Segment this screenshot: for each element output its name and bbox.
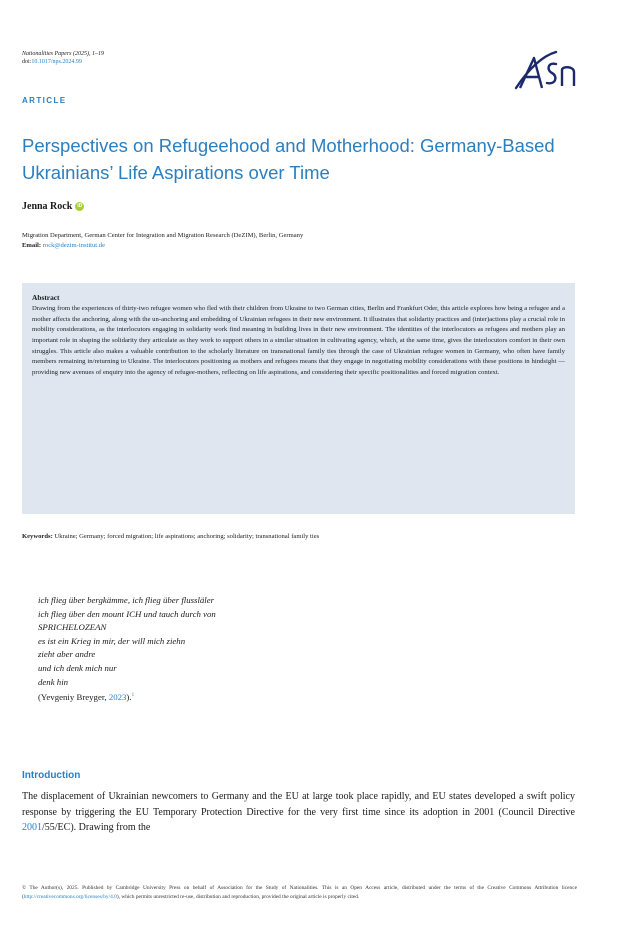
intro-citation-link[interactable]: 2001 (22, 822, 42, 834)
keywords-line (22, 532, 582, 541)
logo-letter-n (562, 67, 574, 86)
keywords-list: Ukraine; Germany; forced migration; life aspirations; anchoring; solidarity; transnational family ties (54, 533, 320, 540)
doi-line (22, 58, 104, 66)
email-line (22, 241, 303, 251)
poem-line: ich flieg über bergkämme, ich flieg über flussläler (38, 595, 215, 605)
poem-line: denk hin (38, 676, 69, 687)
keywords-label: Keywords: (22, 533, 53, 540)
abstract-text: Drawing from the experiences of thirty-two refugee women who fled with their children from Ukraine to two German cities, Berlin and Frankfurt Oder, this article explores how being a refugee and a mother affects the anchoring, along with the un-anchoring and embedding of Ukrainian refugees in their new environment. It illustrates that solidarity practices and (inter)actions play a crucial role in mobility considerations, as the interlocutors engaging in solidarity work find meaning in building lives in their new environment. The identities of the interlocutors as refugees and mothers play an important role in shaping the solidarity they articulate as they work to support others in a similar situation in cultivating agency, which, at the same time, gives the interlocutors comfort in their own struggles. This article also makes a valuable contribution to the scholarly literature on transnational family ties through the case of Ukrainian refugee women in Germany, who often have family members remaining in/returning to Ukraine. The interlocutors positioning as mothers and refugees means that they engage in negotiating mobility considerations with these positions in hindsight — providing new avenues of enquiry into the agency of refugee-mothers, reflecting on life aspirations, and considering their specific positionalities and forced migration context. (32, 305, 565, 376)
poem-line: ich flieg über den mount ICH und tauch durch von (38, 608, 216, 619)
introduction-heading: Introduction (22, 770, 81, 781)
author-line (22, 201, 84, 212)
email-label: Email: (22, 242, 42, 249)
citation-year-link[interactable]: 2023 (108, 692, 127, 703)
footnote-marker[interactable]: 1 (131, 693, 135, 699)
citation-close: ). (126, 692, 132, 703)
intro-text-part2: /55/EC). Drawing from the (42, 822, 151, 834)
doi-link[interactable]: 10.1017/nps.2024.99 (31, 59, 82, 65)
author-name: Jenna Rock (22, 201, 73, 212)
doi-prefix: doi: (22, 59, 32, 65)
email-link[interactable]: rock@dezim-institut.de (42, 242, 106, 249)
footer-text-part2: ), which permits unrestricted re-use, distribution and reproduction, provided the original article is properly cited. (116, 894, 360, 900)
poem-line: es ist ein Krieg in mir, der will mich ziehn (38, 635, 186, 646)
poem-line: SPRICHELOZEAN (38, 622, 107, 633)
journal-citation: Nationalities Papers (2025), 1–19 (22, 51, 104, 57)
affiliation-block (22, 231, 303, 251)
asn-logo (512, 48, 580, 92)
article-title: Perspectives on Refugeehood and Motherhood: Germany-Based Ukrainians’ Life Aspirations over Time (22, 135, 555, 183)
epigraph-poem (38, 594, 216, 705)
intro-text-part1: The displacement of Ukrainian newcomers to Germany and the EU at large took place rapidly, and EU states developed a swift policy response by triggering the EU Temporary Protection Directive for the very first time since its adoption in 2001 (Council Directive (22, 791, 575, 818)
abstract-box (22, 283, 575, 514)
article-type-label: ARTICLE (22, 96, 67, 105)
footer-text-part1: © The Author(s), 2025. Published by Cambridge University Press on behalf of Association for the Study of Nationalities. This is an Open Access article, distributed under the terms of the Creative Commons Attribution licence ( (22, 885, 577, 900)
orcid-icon[interactable]: iD (77, 203, 83, 209)
poem-line: zieht aber andre (38, 649, 96, 660)
introduction-paragraph (22, 789, 575, 836)
logo-letter-s (547, 64, 556, 84)
affiliation-text: Migration Department, German Center for Integration and Migration Research (DeZIM), Berlin, Germany (22, 232, 304, 239)
journal-meta (22, 50, 104, 66)
license-link[interactable]: http://creativecommons.org/licenses/by/4.0 (23, 894, 117, 900)
poem-citation (38, 689, 216, 705)
citation-author: (Yevgeniy Breyger, (38, 692, 109, 703)
poem-line: und ich denk mich nur (38, 662, 117, 673)
copyright-footer (22, 884, 577, 902)
abstract-heading: Abstract (32, 293, 60, 302)
